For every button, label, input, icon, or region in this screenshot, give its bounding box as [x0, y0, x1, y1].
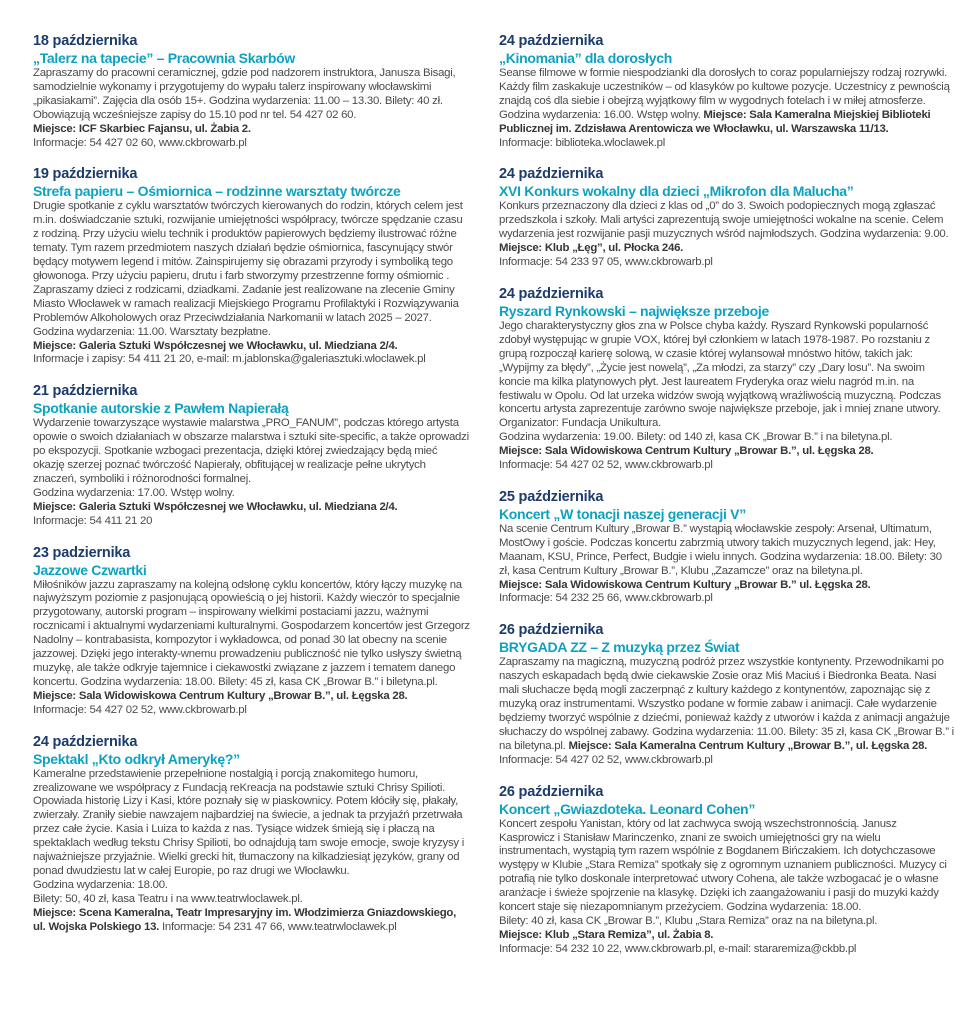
- event-date: 23 padziernika: [33, 544, 131, 561]
- event-title: Koncert „W tonacji naszej generacji V”: [499, 505, 746, 522]
- events-column-right: [499, 33, 954, 973]
- event-venue-text: Miejsce: Galeria Sztuki Współczesnej we Włocławku, ul. Miedziana 2/4.: [33, 500, 398, 513]
- event-body-text: Drugie spotkanie z cyklu warsztatów twórczych kierowanych do rodzin, których celem jest m.in. doświadczanie sztuki, rozwijanie umiejętności współpracy, twórcze spędzanie czasu z rodziną. Przy użyciu wielu technik i produktów papierowych będziemy ilustrować różne tematy. Tym razem przedmiotem naszych działań będzie ośmiornica, fascynujący stwór będący motywem legend i mitów. Zainspirujemy się obrazami przyrody i symboliką tego głowonoga. Przy użyciu papieru, drutu i farb stworzymy przestrzenne formy ośmiornic . Zapraszamy dzieci z rodzicami, dziadkami. Zadanie jest realizowane na zlecenie Gminy Miasto Włocławek w ramach realizacji Miejskiego Programu Profilaktyki i Rozwiązywania Problemów Alkoholowych oraz Przeciwdziałania Narkomanii w latach 2025 – 2027. Godzina wydarzenia: 11.00. Warsztaty bezpłatne.: [33, 200, 463, 338]
- event-title: Ryszard Rynkowski – największe przeboje: [499, 302, 769, 319]
- event-body-text: Informacje: 54 233 97 05, www.ckbrowarb.pl: [499, 256, 713, 269]
- event-block: [499, 622, 954, 767]
- event-title: Strefa papieru – Ośmiornica – rodzinne warsztaty twórcze: [33, 183, 401, 200]
- event-body-text: Zapraszamy do pracowni ceramicznej, gdzie pod nadzorem instruktora, Janusza Bisagi, samodzielnie wykonamy i przygotujemy do wypału talerz inspirowany włocławskimi „pikasiakami”. Zajęcia dla osób 15+. Godzina wydarzenia: 11.00 – 13.30. Bilety: 40 zł. Obowiązują wcześniejsze zapisy do 15.10 pod nr tel. 54 427 02 60.: [33, 67, 456, 121]
- event-venue-text: Miejsce: Sala Kameralna Miejskiej Biblioteki Publicznej im. Zdzisława Arentowicza we Włocławku, ul. Warszawska 11/13.: [499, 108, 931, 135]
- event-body-text: Wydarzenie towarzyszące wystawie malarstwa „PRO_FANUM”, podczas którego artysta opowie o swoich działaniach w obszarze malarstwa i sztuki site-specific, a także oprowadzi po ekspozycji. Spotkanie wzbogaci prezentacja, dzięki której zwiedzający będą mieć okazję szerzej poznać twórczość Napierały, obfitującej w realizacje pełne ukrytych znaczeń, symboliki i różnorodności formalnej.: [33, 417, 469, 485]
- event-venue-text: Miejsce: ICF Skarbiec Fajansu, ul. Żabia 2.: [33, 122, 251, 135]
- event-description: [499, 67, 954, 150]
- event-body-text: Informacje: 54 231 47 66, www.teatrwloclawek.pl: [159, 920, 397, 933]
- event-date: 24 października: [499, 166, 604, 183]
- event-block: [499, 286, 954, 473]
- event-body-text: Informacje: biblioteka.wloclawek.pl: [499, 136, 665, 149]
- event-block: [33, 545, 470, 718]
- event-description: [33, 768, 470, 935]
- event-date: 26 października: [499, 783, 604, 800]
- events-column-left: [33, 33, 470, 973]
- event-description: [33, 579, 470, 718]
- event-venue-text: Miejsce: Scena Kameralna, Teatr Impresaryjny im. Włodzimierza Gniazdowskiego, ul. Wojska Polskiego 13.: [33, 906, 457, 933]
- event-block: [33, 33, 470, 150]
- event-title: Jazzowe Czwartki: [33, 561, 147, 578]
- event-body-text: Informacje: 54 232 25 66, www.ckbrowarb.pl: [499, 592, 713, 605]
- event-date: 24 października: [499, 285, 604, 302]
- event-body-text: Miłośników jazzu zapraszamy na kolejną odsłonę cyklu koncertów, który łączy muzykę na najwyższym poziomie z pasjonującą opowieścią o jej historii. Każdy wieczór to specjalnie przygotowany, autorski program – inspirowany wielkimi postaciami jazzu, ważnymi rocznicami i aktualnymi wydarzeniami kulturalnymi. Gospodarzem koncertów jest Grzegorz Nadolny – kontrabasista, kompozytor i wykładowca, od ponad 30 lat obecny na scenie jazzowej. Dzięki jego interakty-wnemu prowadzeniu publiczność nie tylko usłyszy świetną muzykę, ale także odkryje tajemnice i ciekawostki związane z jazzem i tematem danego koncertu. Godzina wydarzenia: 18.00. Bilety: 45 zł, kasa CK „Browar B.” i biletyna.pl.: [33, 578, 470, 688]
- event-body-text: Informacje: 54 427 02 52, www.ckbrowarb.pl: [499, 753, 713, 766]
- event-venue-text: Miejsce: Klub „Łęg”, ul. Płocka 246.: [499, 242, 684, 255]
- event-block: [33, 734, 470, 935]
- event-body-text: Godzina wydarzenia: 19.00. Bilety: od 140 zł, kasa CK „Browar B.” i na biletyna.pl.: [499, 431, 893, 444]
- event-body-text: Konkurs przeznaczony dla dzieci z klas od „0” do 3. Swoich podopiecznych mogą zgłaszać przedszkola i szkoły. Mali artyści zaprezentują swoje umiejętności wokalne na scenie. Celem wydarzenia jest rozwijanie pasji muzycznych wśród najmłodszych. Godzina wydarzenia: 9.00.: [499, 200, 949, 241]
- event-title: XVI Konkurs wokalny dla dzieci „Mikrofon dla Malucha”: [499, 183, 854, 200]
- event-title: Spektakl „Kto odkrył Amerykę?”: [33, 750, 240, 767]
- event-block: [499, 489, 954, 606]
- event-description: [499, 523, 954, 606]
- event-date: 24 października: [33, 733, 138, 750]
- event-venue-text: Miejsce: Galeria Sztuki Współczesnej we Włocławku, ul. Miedziana 2/4.: [33, 339, 398, 352]
- event-body-text: Informacje i zapisy: 54 411 21 20, e-mail: m.jablonska@galeriasztuki.wloclawek.pl: [33, 353, 426, 366]
- event-body-text: Bilety: 50, 40 zł, kasa Teatru i na www.teatrwloclawek.pl.: [33, 892, 303, 905]
- event-venue-text: Miejsce: Sala Widowiskowa Centrum Kultury „Browar B.” ul. Łęgska 28.: [499, 578, 871, 591]
- event-date: 26 października: [499, 622, 604, 639]
- event-body-text: Kameralne przedstawienie przepełnione nostalgią i porcją znakomitego humoru, zrealizowane we współpracy z Fundacją reKreacja na podstawie sztuki Chrisy Spilioti. Opowiada historię Lizy i Kasi, które poznały się w piaskownicy. Potem kłóciły się, płakały, zwierzały. Zraniły siebie nawzajem najbardziej na świecie, a jednak ta przyjaźń przetrwała przez całe życie. Kasia i Luiza to każda z nas. Tysiące widzek śmieją się i płaczą na spektaklach według tekstu Chrisy Spilioti, bo odnajdują tam swoje emocje, swoje kryzysy i najważniejsze przyjaźnie. Wielki grecki hit, tłumaczony na kilkadziesiąt języków, grany od ponad dwudziestu lat w całej Europie, po raz drugi we Włocławku.: [33, 767, 465, 877]
- event-title: „Kinomania” dla dorosłych: [499, 50, 672, 66]
- event-venue-text: Miejsce: Sala Widowiskowa Centrum Kultury „Browar B.”, ul. Łęgska 28.: [499, 445, 874, 458]
- event-body-text: Informacje: 54 411 21 20: [33, 514, 153, 527]
- event-venue-text: Miejsce: Sala Kameralna Centrum Kultury „Browar B.”, ul. Łęgska 28.: [568, 739, 928, 752]
- event-venue-text: Miejsce: Klub „Stara Remiza”, ul. Żabia 8.: [499, 928, 714, 941]
- event-venue-text: Miejsce: Sala Widowiskowa Centrum Kultury „Browar B.”, ul. Łęgska 28.: [33, 689, 408, 702]
- event-title: Koncert „Gwiazdoteka. Leonard Cohen”: [499, 800, 756, 817]
- event-description: [33, 67, 470, 150]
- event-body-text: Bilety: 40 zł, kasa CK „Browar B.”, Klubu „Stara Remiza” oraz na na biletyna.pl.: [499, 914, 878, 927]
- event-date: 18 października: [33, 33, 138, 49]
- event-block: [499, 33, 954, 150]
- event-description: [499, 656, 954, 767]
- event-body-text: Godzina wydarzenia: 17.00. Wstęp wolny.: [33, 486, 235, 499]
- event-description: [33, 417, 470, 528]
- event-date: 24 października: [499, 33, 604, 49]
- event-body-text: Jego charakterystyczny głos zna w Polsce chyba każdy. Ryszard Rynkowski popularność zdobył występując w grupie VOX, której był członkiem w latach 1978-1987. Po rozstaniu z grupą rozpoczął karierę solową, w czasie której wylansował mnóstwo hitów, takich jak: „Wypijmy za błędy”, „Życie jest nowelą”, „Za młodzi, za starzy” czy „Dary losu”. Na swoim koncie ma kilka platynowych płyt. Jest laureatem Fryderyka oraz wielu nagród m.in. na festiwalu w Opolu. Od lat urzeka widzów swoją wyjątkową wrażliwością muzyczną. Podczas koncertu artysta zaprezentuje zarówno swoje największe przeboje, jak i mniej znane utwory. Organizator: Fundacja Unikultura.: [499, 319, 941, 430]
- event-body-text: Zapraszamy na magiczną, muzyczną podróż przez wszystkie kontynenty. Przewodnikami po naszych eskapadach będą dwie ciekawskie Zosie oraz Miś Maciuś i Biedronka Beata. Nasi mali słuchacze będą mogli zaczerpnąć z kultury każdego z kontynentów, zapoznając się z muzyką oraz instrumentami. Wszystko podane w formie zabaw i animacji. Całe wydarzenie będziemy tworzyć wspólnie z dziećmi, ponieważ każdy z utworów i każda z animacji angażuje słuchaczy do wspólnej zabawy. Godzina wydarzenia: 11.00. Bilety: 35 zł, kasa CK „Browar B.” i na biletyna.pl.: [499, 656, 954, 752]
- event-date: 19 października: [33, 166, 138, 183]
- event-body-text: Seanse filmowe w formie niespodzianki dla dorosłych to coraz popularniejszy rodzaj rozrywki. Każdy film zaskakuje uczestników – od klasyków po kultowe pozycje. Uczestnicy z pewnością znajdą coś dla siebie i obejrzą wyjątkowy film w wygodnych fotelach i w miłej atmosferze. Godzina wydarzenia: 16.00. Wstęp wolny.: [499, 67, 950, 121]
- event-body-text: Koncert zespołu Yanistan, który od lat zachwyca swoją wszechstronnością. Janusz Kasprowicz i Stanisław Marinczenko, znani ze swoich umiejętności gry na wielu instrumentach, wystąpią tym razem wspólnie z Bogdanem Bińczakiem. Ich dotychczasowe występy w Klubie „Stara Remiza” spotkały się z ogromnym uznaniem publiczności. Muzycy ci potrafią nie tylko doskonale interpretować utwory Cohena, ale także wzbogacać je o własne aranżacje i świeże spojrzenie na klasykę. Dzięki ich zaangażowaniu i pasji do muzyki każdy koncert staje się niezapomnianym przeżyciem. Godzina wydarzenia: 18.00.: [499, 817, 947, 914]
- event-block: [499, 166, 954, 270]
- event-title: Spotkanie autorskie z Pawłem Napierałą: [33, 400, 289, 417]
- event-title: „Talerz na tapecie” – Pracownia Skarbów: [33, 50, 295, 66]
- event-description: [499, 818, 954, 957]
- event-date: 21 października: [33, 383, 138, 400]
- event-block: [33, 166, 470, 367]
- event-block: [33, 383, 470, 528]
- event-body-text: Godzina wydarzenia: 18.00.: [33, 878, 168, 891]
- event-title: BRYGADA ZZ – Z muzyką przez Świat: [499, 639, 740, 656]
- event-body-text: Informacje: 54 427 02 52, www.ckbrowarb.pl: [33, 703, 247, 716]
- event-body-text: Informacje: 54 232 10 22, www.ckbrowarb.pl, e-mail: stararemiza@ckbb.pl: [499, 942, 857, 955]
- event-description: [499, 320, 954, 473]
- event-body-text: Informacje: 54 427 02 60, www.ckbrowarb.pl: [33, 136, 247, 149]
- event-block: [499, 784, 954, 957]
- event-date: 25 października: [499, 488, 604, 505]
- event-body-text: Informacje: 54 427 02 52, www.ckbrowarb.pl: [499, 459, 713, 472]
- event-description: [499, 200, 954, 270]
- event-body-text: Na scenie Centrum Kultury „Browar B.” wystąpią włocławskie zespoły: Arsenał, Ultimatum, MostOwy i goście. Podczas koncertu zabrzmią utwory takich muzycznych legend, jak: Hey, Maanam, KSU, Prince, Perfect, Budgie i wielu innych. Godzina wydarzenia: 18.00. Bilety: 30 zł, kasa Centrum Kultury „Browar B.”, Klubu „Zazamcze” oraz na biletyna.pl.: [499, 522, 942, 577]
- event-description: [33, 200, 470, 367]
